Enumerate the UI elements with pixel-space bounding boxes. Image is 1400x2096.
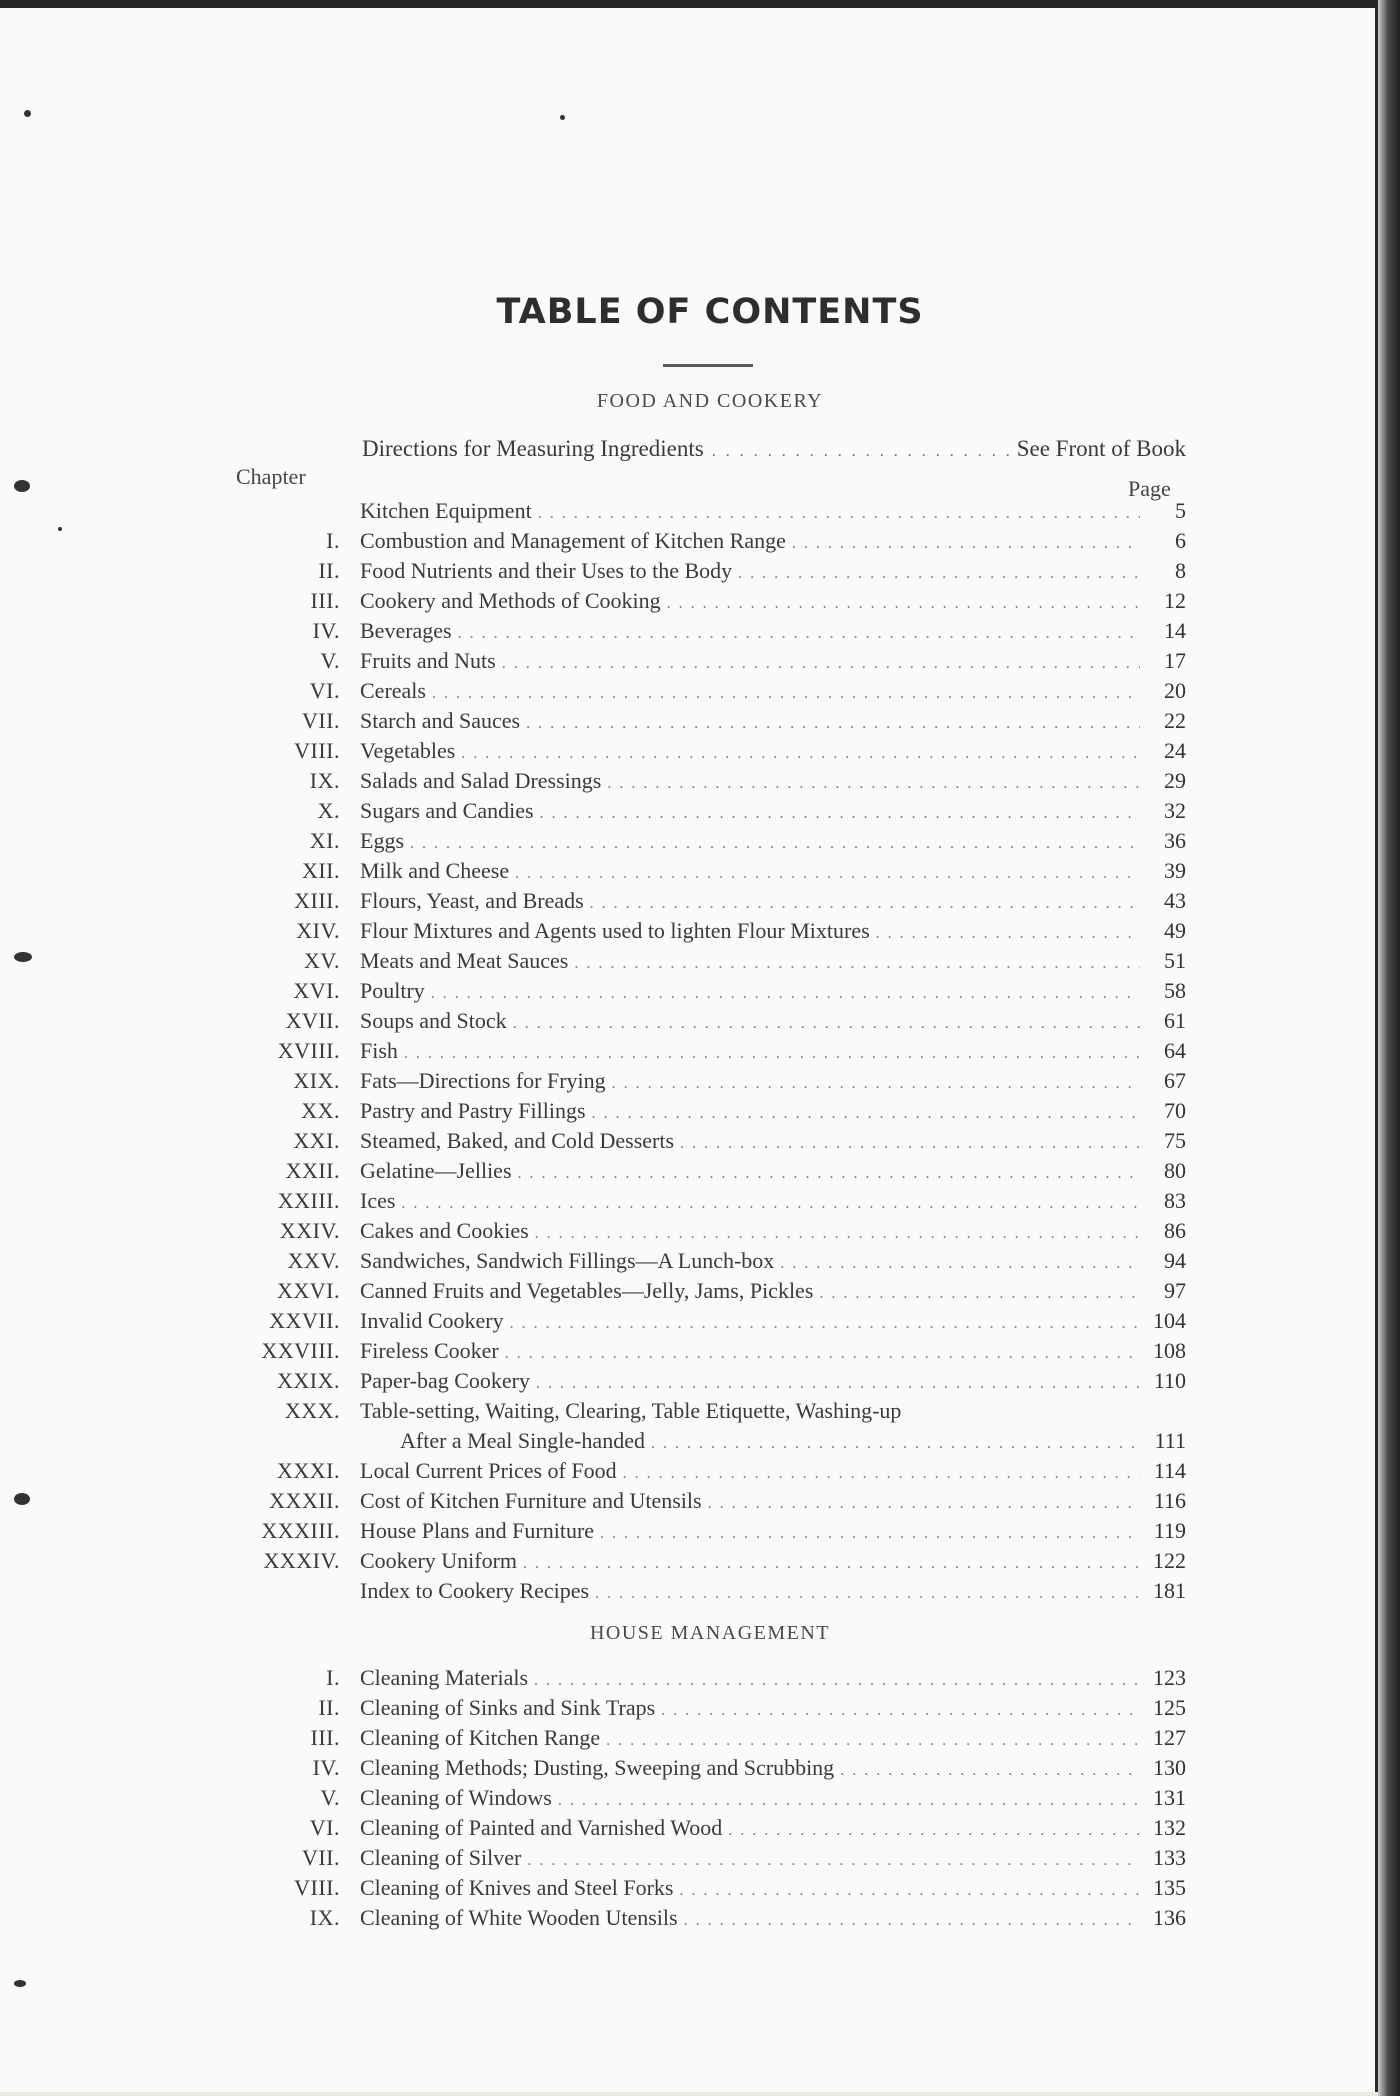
chapter-title: Cookery and Methods of Cooking [360, 588, 661, 613]
toc-entry [200, 1246, 1186, 1276]
chapter-number: XXXII. [269, 1488, 340, 1513]
page-number: 12 [1164, 588, 1186, 613]
page-number: 110 [1153, 1368, 1186, 1393]
page-number: 61 [1164, 1008, 1186, 1033]
toc-entry [200, 976, 1186, 1006]
chapter-number: XVI. [293, 978, 340, 1003]
leader-dots [461, 739, 1140, 769]
page-number: 32 [1164, 798, 1186, 823]
toc-entry [200, 1813, 1186, 1843]
toc-entry [200, 1693, 1186, 1723]
page-number: 127 [1153, 1725, 1186, 1750]
leader-dots [607, 769, 1140, 799]
toc-entry [200, 916, 1186, 946]
chapter-number: XXIV. [279, 1218, 340, 1243]
page-number: 36 [1164, 828, 1186, 853]
toc-entry [200, 1576, 1186, 1606]
toc-entry [200, 1903, 1186, 1933]
chapter-title: Cleaning of White Wooden Utensils [360, 1905, 678, 1930]
chapter-number: II. [318, 1695, 340, 1720]
toc-food-list [200, 496, 1186, 1606]
page-number: 49 [1164, 918, 1186, 943]
chapter-number: XII. [301, 858, 340, 883]
toc-entry [200, 796, 1186, 826]
chapter-title: Milk and Cheese [360, 858, 510, 883]
chapter-number: XIX. [293, 1068, 340, 1093]
chapter-number: XXX. [284, 1398, 340, 1423]
page-number: 135 [1153, 1875, 1186, 1900]
leader-dots [404, 1039, 1140, 1069]
speck [58, 527, 62, 531]
page-number: 136 [1153, 1905, 1186, 1930]
toc-entry [200, 1036, 1186, 1066]
speck [14, 480, 30, 492]
chapter-title: Index to Cookery Recipes [360, 1578, 590, 1603]
chapter-title: Cleaning Methods; Dusting, Sweeping and Scrubbing [360, 1755, 835, 1780]
toc-entry [200, 1546, 1186, 1576]
speck [560, 115, 565, 120]
chapter-number: XXII. [285, 1158, 340, 1183]
title-rule [663, 364, 753, 367]
toc-entry [200, 1096, 1186, 1126]
leader-dots [606, 1726, 1140, 1756]
toc-entry [200, 496, 1186, 526]
leader-dots [574, 949, 1140, 979]
toc-entry [200, 1306, 1186, 1336]
toc-entry [200, 1276, 1186, 1306]
toc-entry [200, 1426, 1186, 1456]
chapter-number: XXV. [287, 1248, 340, 1273]
leader-dots [458, 619, 1140, 649]
leader-dots [819, 1279, 1140, 1309]
leader-dots [510, 1309, 1140, 1339]
leader-dots [792, 529, 1140, 559]
speck [14, 1980, 26, 1987]
chapter-title: Cereals [360, 678, 426, 703]
leader-dots [534, 1666, 1140, 1696]
chapter-number: I. [326, 528, 340, 553]
page-number: 122 [1153, 1548, 1186, 1573]
toc-entry [200, 1336, 1186, 1366]
chapter-title: Cleaning of Knives and Steel Forks [360, 1875, 674, 1900]
leader-dots [513, 1009, 1140, 1039]
leader-dots [538, 499, 1140, 529]
chapter-title: Steamed, Baked, and Cold Desserts [360, 1128, 675, 1153]
leader-dots [590, 889, 1140, 919]
toc-entry [200, 646, 1186, 676]
chapter-title: Canned Fruits and Vegetables—Jelly, Jams, Pickles [360, 1278, 814, 1303]
chapter-number: V. [320, 648, 340, 673]
toc-house-list [200, 1663, 1186, 1933]
toc-entry [200, 826, 1186, 856]
toc-entry [200, 1663, 1186, 1693]
chapter-number: VIII. [294, 738, 340, 763]
leader-dots [401, 1189, 1140, 1219]
chapter-title: Fireless Cooker [360, 1338, 499, 1363]
page-number: 133 [1153, 1845, 1186, 1870]
toc-entry [200, 736, 1186, 766]
chapter-title: Sugars and Candies [360, 798, 534, 823]
measuring-note [362, 436, 1186, 462]
page-number: 20 [1164, 678, 1186, 703]
chapter-number: XVII. [285, 1008, 340, 1033]
page-number: 86 [1164, 1218, 1186, 1243]
toc-entry [200, 1843, 1186, 1873]
leader-dots [738, 559, 1140, 589]
page-number: 29 [1164, 768, 1186, 793]
toc-entry [200, 946, 1186, 976]
page-number: 131 [1153, 1785, 1186, 1810]
chapter-number: VII. [301, 1845, 340, 1870]
page-number: 14 [1164, 618, 1186, 643]
chapter-title: Table-setting, Waiting, Clearing, Table Etiquette, Washing-up [360, 1398, 902, 1423]
leader-dots [558, 1786, 1140, 1816]
chapter-number: XXXIV. [263, 1548, 340, 1573]
page-column-label: Page [1128, 476, 1171, 501]
leader-dots [540, 799, 1140, 829]
page-number: 6 [1175, 528, 1186, 553]
chapter-title: Invalid Cookery [360, 1308, 504, 1333]
chapter-number: XXIX. [277, 1368, 340, 1393]
chapter-title: Cleaning Materials [360, 1665, 529, 1690]
toc-entry [200, 766, 1186, 796]
page-number: 119 [1153, 1518, 1186, 1543]
chapter-title: Soups and Stock [360, 1008, 507, 1033]
chapter-number: VII. [301, 708, 340, 733]
toc-entry [200, 1396, 1186, 1426]
leader-dots [431, 979, 1140, 1009]
leader-dots [410, 829, 1140, 859]
chapter-number: X. [317, 798, 340, 823]
chapter-title: Cost of Kitchen Furniture and Utensils [360, 1488, 702, 1513]
page-number: 67 [1164, 1068, 1186, 1093]
page-number: 111 [1154, 1428, 1186, 1453]
toc-entry [200, 676, 1186, 706]
leader-dots [667, 589, 1140, 619]
chapter-title: House Plans and Furniture [360, 1518, 595, 1543]
leader-dots [536, 1369, 1140, 1399]
toc-entry [200, 1753, 1186, 1783]
measuring-note-ref: See Front of Book [1016, 436, 1186, 461]
toc-entry [200, 526, 1186, 556]
chapter-number: XXIII. [277, 1188, 340, 1213]
chapter-title: Ices [360, 1188, 396, 1213]
chapter-title: Cookery Uniform [360, 1548, 518, 1573]
chapter-title: Flours, Yeast, and Breads [360, 888, 584, 913]
page-number: 5 [1175, 498, 1186, 523]
chapter-title: Cleaning of Windows [360, 1785, 552, 1810]
toc-entry [200, 586, 1186, 616]
chapter-title: Fruits and Nuts [360, 648, 496, 673]
leader-dots [595, 1579, 1140, 1609]
chapter-title: Starch and Sauces [360, 708, 521, 733]
page-number: 17 [1164, 648, 1186, 673]
section-heading-house: HOUSE MANAGEMENT [589, 1622, 831, 1644]
page-number: 108 [1153, 1338, 1186, 1363]
leader-dots [527, 1846, 1140, 1876]
leader-dots [515, 859, 1140, 889]
chapter-title: Kitchen Equipment [360, 498, 532, 523]
chapter-number: III. [310, 1725, 340, 1750]
toc-entry [200, 1486, 1186, 1516]
speck [14, 1493, 30, 1505]
chapter-title: Cleaning of Sinks and Sink Traps [360, 1695, 656, 1720]
page-number: 39 [1164, 858, 1186, 883]
chapter-title: Pastry and Pastry Fillings [360, 1098, 586, 1123]
chapter-title: Sandwiches, Sandwich Fillings—A Lunch-box [360, 1248, 775, 1273]
chapter-number: VIII. [294, 1875, 340, 1900]
page-number: 22 [1164, 708, 1186, 733]
chapter-number: XV. [304, 948, 340, 973]
page-top-edge [0, 0, 1400, 8]
leader-dots [535, 1219, 1140, 1249]
leader-dots [712, 443, 1009, 461]
chapter-title: Eggs [360, 828, 404, 853]
chapter-title: Salads and Salad Dressings [360, 768, 602, 793]
chapter-title: Paper-bag Cookery [360, 1368, 531, 1393]
chapter-number: VI. [309, 678, 340, 703]
toc-entry [200, 1186, 1186, 1216]
chapter-title: Combustion and Management of Kitchen Range [360, 528, 786, 553]
page-number: 8 [1175, 558, 1186, 583]
page-number: 64 [1164, 1038, 1186, 1063]
chapter-title: Gelatine—Jellies [360, 1158, 512, 1183]
chapter-title: After a Meal Single-handed [400, 1428, 645, 1453]
chapter-number: IX. [309, 1905, 340, 1930]
page-number: 132 [1153, 1815, 1186, 1840]
page-number: 181 [1153, 1578, 1186, 1603]
leader-dots [518, 1159, 1140, 1189]
page-number: 51 [1164, 948, 1186, 973]
page-number: 116 [1153, 1488, 1186, 1513]
chapter-title: Poultry [360, 978, 425, 1003]
chapter-number: XXXI. [277, 1458, 340, 1483]
chapter-title: Food Nutrients and their Uses to the Body [360, 558, 733, 583]
chapter-number: XXI. [293, 1128, 340, 1153]
toc-entry [200, 1456, 1186, 1486]
toc-entry [200, 1216, 1186, 1246]
page-number: 123 [1153, 1665, 1186, 1690]
speck [24, 110, 31, 117]
chapter-number: XXXIII. [261, 1518, 340, 1543]
chapter-title: Vegetables [360, 738, 456, 763]
leader-dots [680, 1129, 1140, 1159]
toc-entry [200, 1006, 1186, 1036]
chapter-number: XVIII. [277, 1038, 340, 1063]
chapter-number: XIII. [294, 888, 340, 913]
chapter-number: XX. [301, 1098, 340, 1123]
leader-dots [612, 1069, 1140, 1099]
chapter-title: Beverages [360, 618, 452, 643]
chapter-title: Cleaning of Painted and Varnished Wood [360, 1815, 723, 1840]
leader-dots [623, 1459, 1140, 1489]
toc-entry [200, 616, 1186, 646]
page-number: 83 [1164, 1188, 1186, 1213]
chapter-number: XI. [309, 828, 340, 853]
toc-entry [200, 856, 1186, 886]
leader-dots [600, 1519, 1140, 1549]
toc-entry [200, 1156, 1186, 1186]
chapter-title: Local Current Prices of Food [360, 1458, 617, 1483]
leader-dots [708, 1489, 1140, 1519]
chapter-number: IX. [309, 768, 340, 793]
measuring-note-text: Directions for Measuring Ingredients [362, 436, 704, 461]
page-number: 94 [1164, 1248, 1186, 1273]
page-number: 114 [1153, 1458, 1186, 1483]
toc-entry [200, 1516, 1186, 1546]
leader-dots [780, 1249, 1140, 1279]
chapter-number: XIV. [296, 918, 340, 943]
leader-dots [651, 1429, 1140, 1459]
leader-dots [432, 679, 1140, 709]
page-number: 43 [1164, 888, 1186, 913]
page-number: 130 [1153, 1755, 1186, 1780]
leader-dots [728, 1816, 1140, 1846]
chapter-number: IV. [312, 618, 340, 643]
page-number: 70 [1164, 1098, 1186, 1123]
toc-entry [200, 1126, 1186, 1156]
leader-dots [526, 709, 1140, 739]
page-number: 104 [1153, 1308, 1186, 1333]
leader-dots [840, 1756, 1140, 1786]
toc-entry [200, 1366, 1186, 1396]
chapter-title: Fish [360, 1038, 398, 1063]
chapter-title: Fats—Directions for Frying [360, 1068, 606, 1093]
leader-dots [679, 1876, 1140, 1906]
leader-dots [523, 1549, 1140, 1579]
page-title: TABLE OF CONTENTS [496, 292, 924, 332]
toc-entry [200, 706, 1186, 736]
leader-dots [505, 1339, 1140, 1369]
chapter-title: Cakes and Cookies [360, 1218, 529, 1243]
toc-entry [200, 556, 1186, 586]
chapter-title: Cleaning of Silver [360, 1845, 522, 1870]
chapter-title: Flour Mixtures and Agents used to lighten Flour Mixtures [360, 918, 870, 943]
page-number: 58 [1164, 978, 1186, 1003]
chapter-title: Cleaning of Kitchen Range [360, 1725, 601, 1750]
leader-dots [592, 1099, 1140, 1129]
chapter-number: II. [318, 558, 340, 583]
toc-entry [200, 886, 1186, 916]
leader-dots [661, 1696, 1140, 1726]
toc-entry [200, 1723, 1186, 1753]
chapter-number: III. [310, 588, 340, 613]
leader-dots [502, 649, 1140, 679]
chapter-number: VI. [309, 1815, 340, 1840]
toc-entry [200, 1873, 1186, 1903]
chapter-title: Meats and Meat Sauces [360, 948, 569, 973]
chapter-number: IV. [312, 1755, 340, 1780]
speck [14, 952, 32, 962]
page-number: 24 [1164, 738, 1186, 763]
chapter-number: V. [320, 1785, 340, 1810]
toc-entry [200, 1066, 1186, 1096]
leader-dots [684, 1906, 1140, 1936]
page-number: 125 [1153, 1695, 1186, 1720]
toc-entry [200, 1783, 1186, 1813]
leader-dots [876, 919, 1140, 949]
chapter-number: XXVIII. [261, 1338, 340, 1363]
page-number: 80 [1164, 1158, 1186, 1183]
chapter-number: XXVII. [269, 1308, 340, 1333]
chapter-column-label: Chapter [236, 464, 306, 489]
page-number: 75 [1164, 1128, 1186, 1153]
page-number: 97 [1164, 1278, 1186, 1303]
chapter-number: XXVI. [277, 1278, 340, 1303]
section-heading-food: FOOD AND COOKERY [596, 390, 824, 412]
chapter-number: I. [326, 1665, 340, 1690]
